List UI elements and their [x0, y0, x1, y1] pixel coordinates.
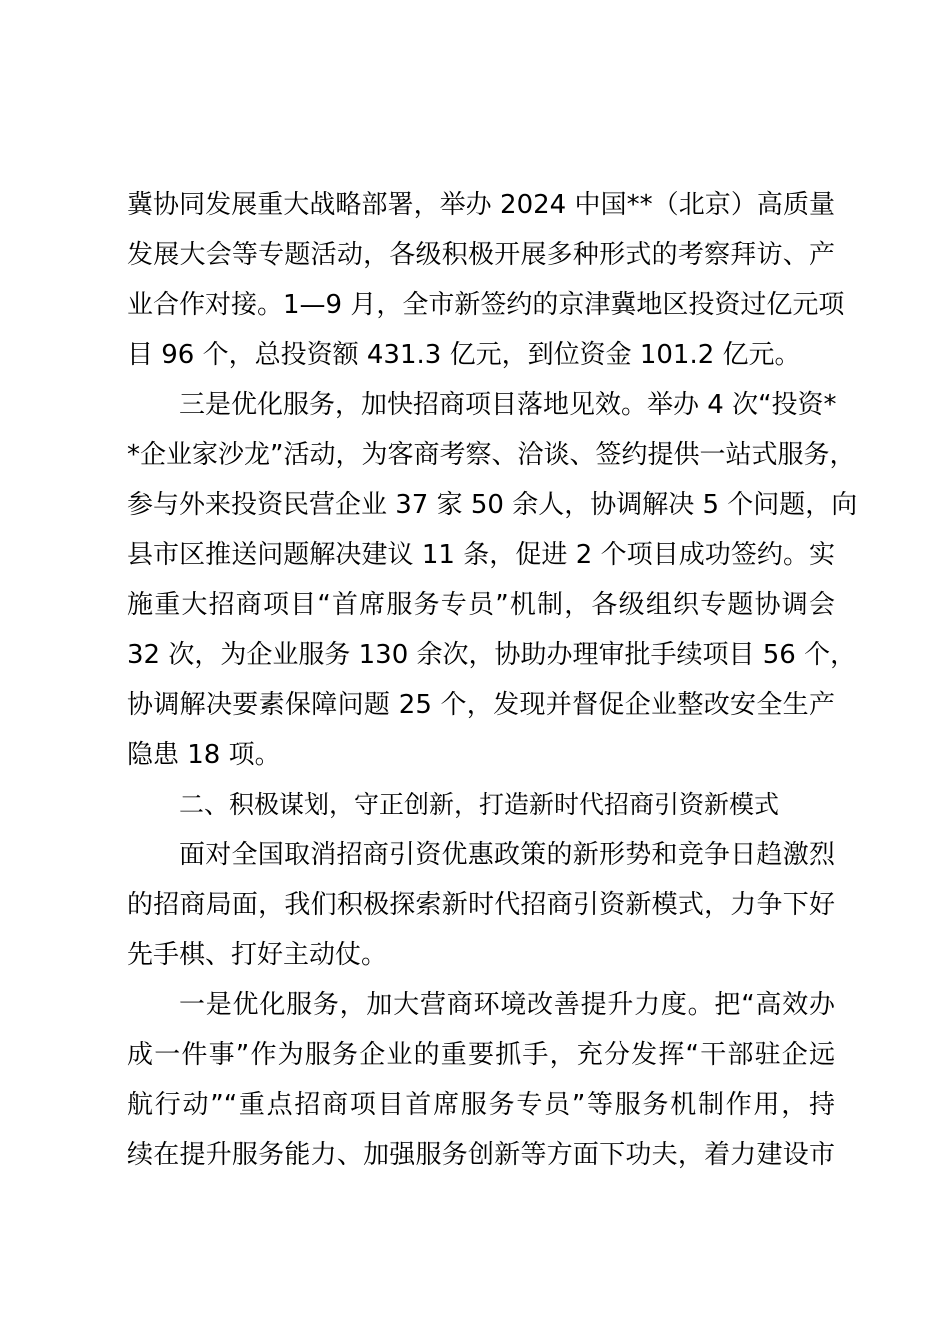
paragraph-line: 一是优化服务，加大营商环境改善提升力度。把“高效办	[179, 990, 835, 1020]
section-heading: 二、积极谋划，守正创新，打造新时代招商引资新模式	[179, 790, 780, 819]
paragraph-line: 协调解决要素保障问题 25 个，发现并督促企业整改安全生产	[127, 690, 835, 720]
paragraph-line: 冀协同发展重大战略部署，举办 2024 中国**（北京）高质量	[127, 190, 835, 220]
paragraph-line: 先手棋、打好主动仗。	[127, 940, 388, 970]
paragraph-line: 三是优化服务，加快招商项目落地见效。举办 4 次“投资*	[179, 390, 837, 420]
paragraph-line: 32 次，为企业服务 130 余次，协助办理审批手续项目 56 个，	[127, 640, 857, 670]
paragraph-1	[127, 180, 845, 380]
paragraph-line: 目 96 个，总投资额 431.3 亿元，到位资金 101.2 亿元。	[127, 340, 801, 370]
paragraph-line: *企业家沙龙”活动，为客商考察、洽谈、签约提供一站式服务，	[127, 440, 856, 470]
paragraph-line: 面对全国取消招商引资优惠政策的新形势和竞争日趋激烈	[179, 840, 835, 870]
paragraph-line: 航行动”“重点招商项目首席服务专员”等服务机制作用，持	[127, 1090, 835, 1120]
paragraph-2	[127, 380, 858, 780]
paragraph-line: 参与外来投资民营企业 37 家 50 余人，协调解决 5 个问题，向	[127, 490, 858, 520]
document-body	[127, 180, 858, 1180]
paragraph-line: 隐患 18 项。	[127, 740, 281, 770]
paragraph-line: 业合作对接。1—9 月，全市新签约的京津冀地区投资过亿元项	[127, 290, 845, 320]
paragraph-4	[127, 980, 835, 1180]
paragraph-line: 发展大会等专题活动，各级积极开展多种形式的考察拜访、产	[127, 240, 835, 270]
paragraph-line: 成一件事”作为服务企业的重要抓手，充分发挥“干部驻企远	[127, 1040, 835, 1070]
paragraph-line: 施重大招商项目“首席服务专员”机制，各级组织专题协调会	[127, 590, 835, 620]
paragraph-line: 续在提升服务能力、加强服务创新等方面下功夫，着力建设市	[127, 1140, 835, 1170]
paragraph-line: 县市区推送问题解决建议 11 条，促进 2 个项目成功签约。实	[127, 540, 835, 570]
paragraph-line: 的招商局面，我们积极探索新时代招商引资新模式，力争下好	[127, 890, 835, 920]
paragraph-3	[127, 830, 835, 980]
